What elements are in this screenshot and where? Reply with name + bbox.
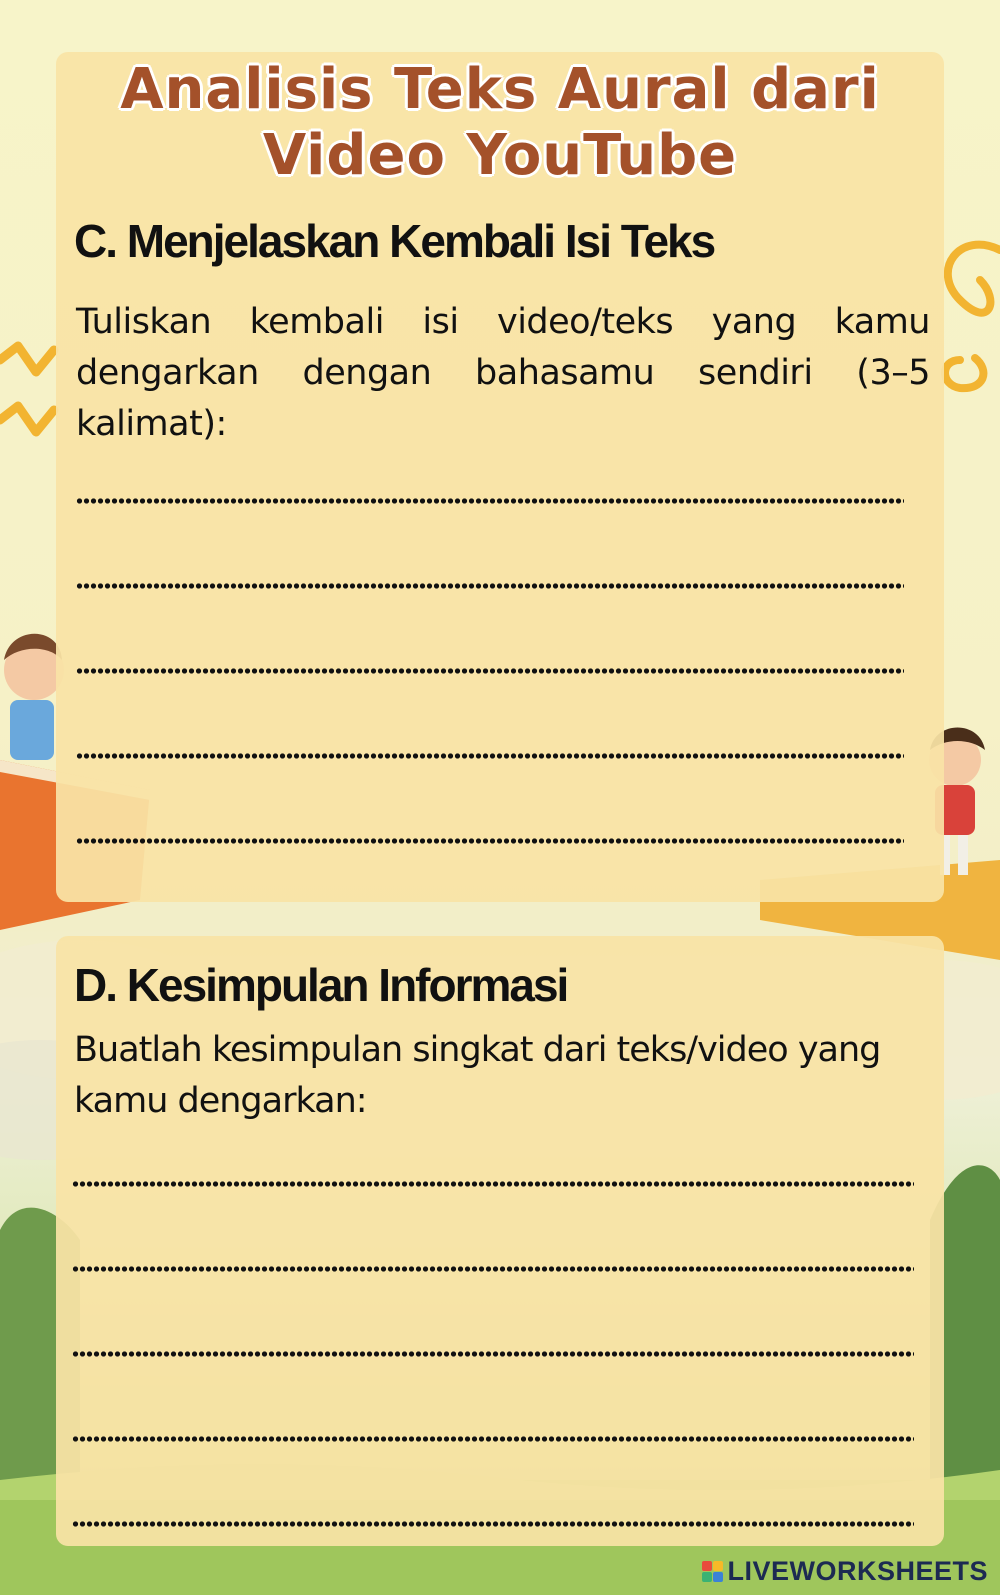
worksheet-title-line-2: Video YouTube xyxy=(262,123,738,188)
section-d-answer-line-4[interactable] xyxy=(72,1436,914,1442)
section-c-heading: C. Menjelaskan Kembali Isi Teks xyxy=(74,215,715,267)
squiggle-decoration-left-1 xyxy=(0,346,54,372)
section-d-heading: D. Kesimpulan Informasi xyxy=(74,959,568,1011)
worksheet-title-line-1: Analisis Teks Aural dari xyxy=(120,57,880,122)
section-d-answer-line-5[interactable] xyxy=(72,1521,914,1527)
section-d-answer-line-3[interactable] xyxy=(72,1351,914,1357)
section-d-instruction: Buatlah kesimpulan singkat dari teks/video yang kamu dengarkan: xyxy=(74,1030,881,1121)
section-c-instruction: Tuliskan kembali isi video/teks yang kamu dengarkan dengan bahasamu sendiri (3–5 kalimat): xyxy=(76,302,930,444)
swirl-decoration-right xyxy=(945,245,1000,389)
liveworksheets-logo[interactable] xyxy=(702,1556,988,1587)
section-d-answer-line-1[interactable] xyxy=(72,1181,914,1187)
section-d-answer-line-2[interactable] xyxy=(72,1266,914,1272)
squiggle-decoration-left-2 xyxy=(0,406,54,432)
section-c-answer-line-3[interactable] xyxy=(76,668,904,674)
section-c-answer-line-2[interactable] xyxy=(76,583,904,589)
liveworksheets-logo-text: LIVEWORKSHEETS xyxy=(727,1556,988,1586)
liveworksheets-icon xyxy=(702,1561,723,1582)
section-c-answer-line-5[interactable] xyxy=(76,838,904,844)
section-c-answer-line-4[interactable] xyxy=(76,753,904,759)
section-c-answer-line-1[interactable] xyxy=(76,498,904,504)
